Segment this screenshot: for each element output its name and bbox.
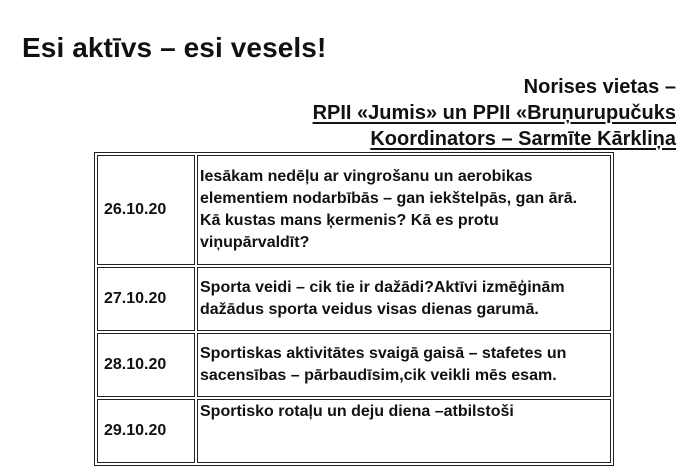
date-cell: 26.10.20 — [97, 155, 195, 265]
table-row — [97, 333, 611, 397]
activity-cell — [197, 333, 611, 397]
table-row — [97, 399, 611, 463]
date-cell: 28.10.20 — [97, 333, 195, 397]
activity-line: Sportisko rotaļu un deju diena –atbilstoši — [200, 403, 514, 420]
table-row — [97, 267, 611, 331]
activity-cell — [197, 399, 611, 463]
venues-label: Norises vietas – — [523, 76, 676, 98]
venues-names: RPII «Jumis» un PPII «Bruņurupučuks — [312, 102, 676, 124]
activity-line: Sporta veidi – cik tie ir dažādi?Aktīvi izmēģinām — [200, 279, 565, 296]
coordinator: Koordinators – Sarmīte Kārkliņa — [370, 128, 676, 150]
document-title: Esi aktīvs – esi vesels! — [22, 32, 327, 63]
activity-line: dažādus sporta veidus visas dienas garumā. — [200, 301, 539, 318]
schedule-table — [94, 152, 614, 466]
activity-line: sacensības – pārbaudīsim,cik veikli mēs esam. — [200, 367, 557, 384]
activity-line: elementiem nodarbībās – gan iekštelpās, gan ārā. — [200, 190, 578, 207]
activity-line: Kā kustas mans ķermenis? Kā es protu — [200, 212, 499, 229]
activity-line: viņupārvaldīt? — [200, 234, 310, 251]
activity-line: Sportiskas aktivitātes svaigā gaisā – stafetes un — [200, 345, 567, 362]
date-cell: 27.10.20 — [97, 267, 195, 331]
activity-cell — [197, 155, 611, 265]
date-cell: 29.10.20 — [97, 399, 195, 463]
event-info — [313, 74, 676, 152]
activity-line: Iesākam nedēļu ar vingrošanu un aerobikas — [200, 168, 533, 185]
activity-cell — [197, 267, 611, 331]
table-row — [97, 155, 611, 265]
